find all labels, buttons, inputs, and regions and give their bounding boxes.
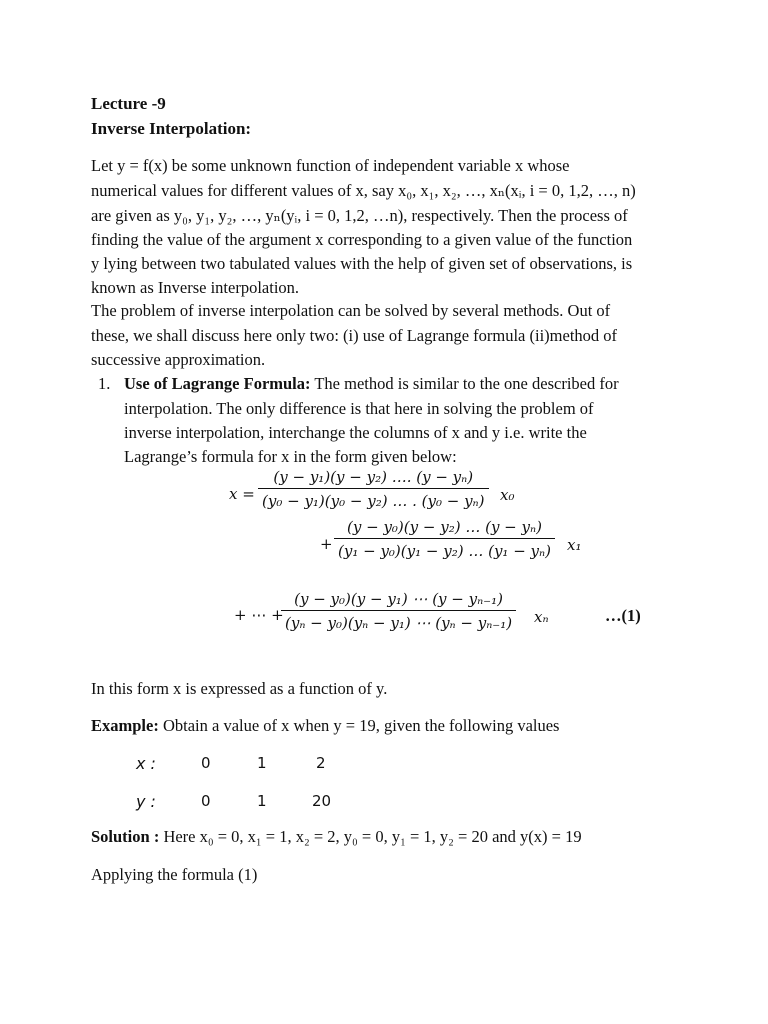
table-cell: 0: [201, 754, 211, 772]
fraction-denominator: (y₁ − y₀)(y₁ − y₂) … (y₁ − yₙ): [338, 542, 551, 560]
row-label: y :: [136, 792, 156, 811]
formula-term-1: [334, 518, 555, 560]
formula-var: x₀: [500, 486, 515, 504]
list-number: 1.: [98, 374, 111, 393]
formula-lhs: x =: [229, 485, 255, 503]
list-item-text: The method is similar to the one described for: [310, 374, 619, 393]
table-cell: 2: [316, 754, 326, 772]
section-title: Inverse Interpolation:: [91, 119, 252, 138]
list-item-line: interpolation. The only difference is that here in solving the problem of: [124, 399, 594, 418]
formula-plus: + ⋯ +: [234, 606, 284, 624]
solution-line: [91, 827, 582, 847]
fraction-denominator: (y₀ − y₁)(y₀ − y₂) … . (y₀ − yₙ): [262, 492, 485, 510]
table-cell: 20: [312, 792, 332, 810]
solution-text: Here x₀ = 0, x₁ = 1, x₂ = 2, y₀ = 0, y₁ = 1, y₂ = 20 and y(x) = 19: [159, 827, 582, 846]
example-text: Obtain a value of x when y = 19, given the following values: [158, 716, 560, 735]
lecture-title: Lecture -9: [91, 94, 166, 113]
methods-line: The problem of inverse interpolation can be solved by several methods. Out of: [91, 301, 611, 320]
list-item-line: inverse interpolation, interchange the columns of x and y i.e. write the: [124, 423, 587, 442]
example-label: Example:: [91, 716, 159, 735]
intro-line: numerical values for different values of x, say x₀, x₁, x₂, …, xₙ(xᵢ, i = 0, 1,2, …, n): [91, 181, 636, 200]
methods-line: these, we shall discuss here only two: (i) use of Lagrange formula (ii)method of: [91, 326, 618, 345]
fraction-denominator: (yₙ − y₀)(yₙ − y₁) ⋯ (yₙ − yₙ₋₁): [285, 614, 513, 632]
fraction-numerator: (y − y₀)(y − y₁) ⋯ (y − yₙ₋₁): [281, 590, 516, 611]
formula-var: xₙ: [534, 608, 549, 626]
formula-term-0: [258, 468, 489, 510]
intro-line: finding the value of the argument x corresponding to a given value of the function: [91, 230, 633, 249]
intro-line: known as Inverse interpolation.: [91, 278, 300, 297]
table-cell: 0: [201, 792, 211, 810]
table-cell: 1: [257, 754, 267, 772]
applying-text: Applying the formula (1): [91, 865, 258, 884]
intro-line: Let y = f(x) be some unknown function of independent variable x whose: [91, 156, 570, 175]
solution-label: Solution :: [91, 827, 160, 846]
formula-term-n: [281, 590, 516, 632]
row-label: x :: [136, 754, 156, 773]
fraction-numerator: (y − y₀)(y − y₂) … (y − yₙ): [334, 518, 555, 539]
fraction-numerator: (y − y₁)(y − y₂) …. (y − yₙ): [258, 468, 489, 489]
intro-line: are given as y₀, y₁, y₂, …, yₙ(yᵢ, i = 0, 1,2, …n), respectively. Then the process of: [91, 206, 628, 225]
example-line: [91, 716, 559, 736]
in-this-form-text: In this form x is expressed as a function of y.: [91, 679, 388, 698]
formula-plus: +: [320, 535, 333, 553]
list-item-line: Lagrange’s formula for x in the form given below:: [124, 447, 457, 466]
list-item-heading: Use of Lagrange Formula:: [124, 374, 311, 393]
formula-var: x₁: [567, 536, 582, 554]
equation-number: …(1): [605, 606, 641, 625]
methods-line: successive approximation.: [91, 350, 266, 369]
intro-line: y lying between two tabulated values with the help of given set of observations, is: [91, 254, 633, 273]
list-item-first-line: [124, 374, 619, 394]
table-cell: 1: [257, 792, 267, 810]
